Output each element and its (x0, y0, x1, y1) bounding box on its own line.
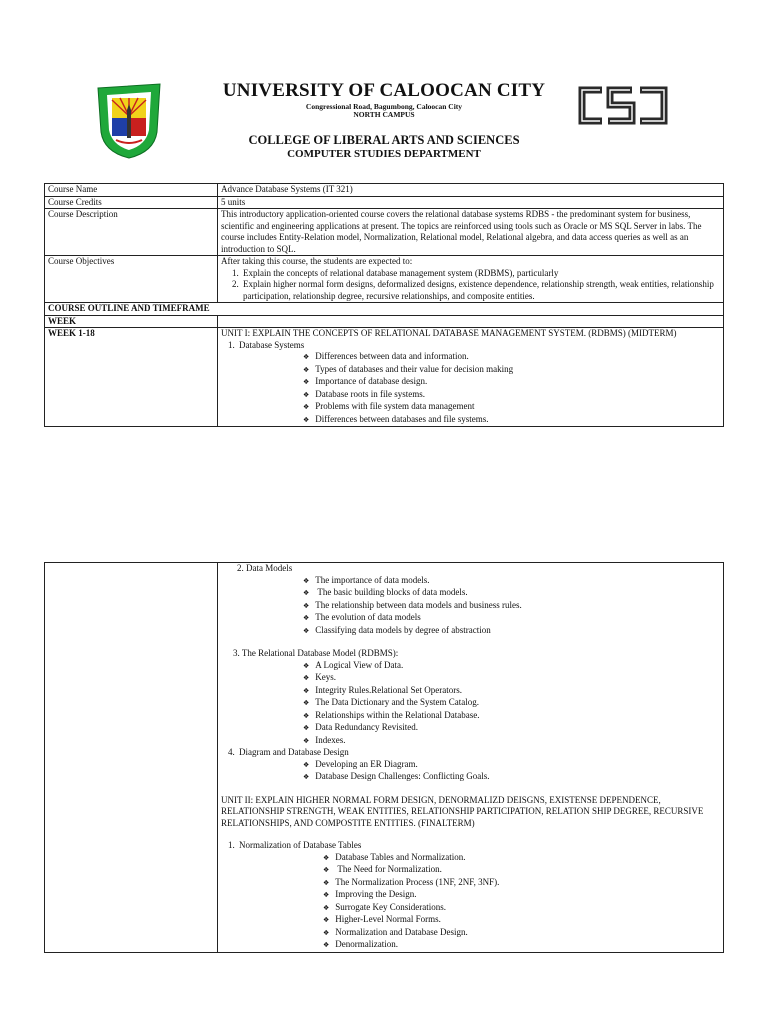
college-name: COLLEGE OF LIBERAL ARTS AND SCIENCES (248, 133, 520, 147)
university-name: UNIVERSITY OF CALOOCAN CITY (222, 80, 546, 101)
list-item: ❖ Database Tables and Normalization. (323, 852, 720, 865)
list-item: ❖ Differences between data and information. (303, 351, 720, 364)
list-item: ❖ The Need for Normalization. (323, 864, 720, 877)
week-range: WEEK 1-18 (45, 328, 218, 427)
unit1-section1-items (221, 351, 720, 426)
unit1-title: UNIT I: EXPLAIN THE CONCEPTS OF RELATIONAL DATABASE MANAGEMENT SYSTEM. (RDBMS) (MIDTERM) (221, 328, 677, 338)
course-description-label: Course Description (45, 209, 218, 256)
week-blank-cell (45, 563, 218, 953)
list-item: ❖ Data Redundancy Revisited. (303, 722, 720, 735)
campus-line: NORTH CAMPUS (353, 110, 415, 119)
section-title: 3. The Relational Database Model (RDBMS): (233, 648, 399, 658)
list-item: ❖ The evolution of data models (303, 612, 720, 625)
list-item: ❖ The relationship between data models and business rules. (303, 600, 720, 613)
table-row (45, 328, 724, 427)
list-item: ❖ Keys. (303, 672, 720, 685)
unit2-title: UNIT II: EXPLAIN HIGHER NORMAL FORM DESIGN, DENORMALIZD DEISGNS, EXISTENSE DEPENDENCE, RELATIONSHIP STRENGTH, WEAK ENTITIES, RELATIONSHIP PARTICIPATION, RELATION SHIP DEGREE, RECURSIVE RELATIONSHIPS, AND COMPOSTITE ENTITIES. (FINALTERM) (221, 794, 704, 828)
list-item: ❖ The Data Dictionary and the System Catalog. (303, 697, 720, 710)
outline-header: COURSE OUTLINE AND TIMEFRAME (45, 303, 724, 316)
course-name-label: Course Name (45, 184, 218, 197)
list-item: ❖ Improving the Design. (323, 889, 720, 902)
list-item: ❖ Importance of database design. (303, 376, 720, 389)
list-item: ❖ Surrogate Key Considerations. (323, 902, 720, 915)
outline-cell (218, 563, 724, 953)
list-item: ❖ The basic building blocks of data models. (303, 587, 720, 600)
table-row (45, 184, 724, 197)
course-objectives-label: Course Objectives (45, 256, 218, 303)
list-item: ❖ Indexes. (303, 735, 720, 748)
spacer (221, 637, 720, 648)
unit1-cell (218, 328, 724, 427)
unit2-section1-items (221, 852, 720, 952)
list-item: 1. Explain the concepts of relational database management system (RDBMS), particularly (241, 268, 720, 280)
table-row (45, 303, 724, 316)
table-row (45, 196, 724, 209)
department-name: COMPUTER STUDIES DEPARTMENT (287, 148, 481, 160)
list-item: ❖ Database Design Challenges: Conflicting Goals. (303, 771, 720, 784)
list-item: ❖ Classifying data models by degree of abstraction (303, 625, 720, 638)
unit1-section1 (221, 340, 720, 352)
course-outline-continued-table (44, 562, 724, 953)
table-row (45, 315, 724, 328)
section-title: 2. Data Models (237, 563, 293, 573)
course-info-table (44, 183, 724, 427)
course-credits-label: Course Credits (45, 196, 218, 209)
list-item: ❖ Differences between databases and file systems. (303, 414, 720, 427)
list-item: ❖ Developing an ER Diagram. (303, 759, 720, 772)
objectives-list (221, 268, 720, 303)
course-objectives-cell (218, 256, 724, 303)
objectives-intro: After taking this course, the students are expected to: (221, 256, 413, 266)
unit1-section2-items (221, 575, 720, 638)
spacer (221, 784, 720, 795)
list-item: ❖ Relationships within the Relational Database. (303, 710, 720, 723)
spacer (221, 829, 720, 840)
address-line: Congressional Road, Bagumbong, Caloocan City (305, 102, 463, 111)
table-row (45, 256, 724, 303)
list-item: ❖ The importance of data models. (303, 575, 720, 588)
unit1-section4-items (221, 759, 720, 784)
list-item: ❖ Denormalization. (323, 939, 720, 952)
section-title: 4. Diagram and Database Design (237, 747, 720, 759)
section-title: 1. Normalization of Database Tables (237, 840, 720, 852)
table-row (45, 563, 724, 953)
section-title: 1. Database Systems (237, 340, 720, 352)
list-item: ❖ Higher-Level Normal Forms. (323, 914, 720, 927)
unit1-section3-items (221, 660, 720, 748)
course-name-value: Advance Database Systems (IT 321) (218, 184, 724, 197)
list-item: ❖ Normalization and Database Design. (323, 927, 720, 940)
list-item: ❖ Problems with file system data management (303, 401, 720, 414)
list-item: ❖ Integrity Rules.Relational Set Operators. (303, 685, 720, 698)
unit1-section4 (221, 747, 720, 759)
course-credits-value: 5 units (218, 196, 724, 209)
university-address (0, 103, 768, 119)
list-item: ❖ Types of databases and their value for decision making (303, 364, 720, 377)
table-row (45, 209, 724, 256)
list-item: 2. Explain higher normal form designs, deformalized designs, existence dependence, relationship strength, weak entities, relationship participation, relationship degree, recursive relationships, and composite entities. (241, 279, 720, 302)
week-header: WEEK (45, 315, 218, 328)
unit2-section1 (221, 840, 720, 852)
week-header-blank (218, 315, 724, 328)
list-item: ❖ The Normalization Process (1NF, 2NF, 3NF). (323, 877, 720, 890)
course-description-value: This introductory application-oriented course covers the relational database systems RDBS - the predominant system for business, scientific and engineering applications at present. The topics are reinforced using tools such as Oracle or MS SQL Server in labs. The course includes Entity-Relation model, Normalization, Relational model, Relational algebra, and data access queries as well as an introduction to SQL. (218, 209, 724, 256)
list-item: ❖ A Logical View of Data. (303, 660, 720, 673)
list-item: ❖ Database roots in file systems. (303, 389, 720, 402)
